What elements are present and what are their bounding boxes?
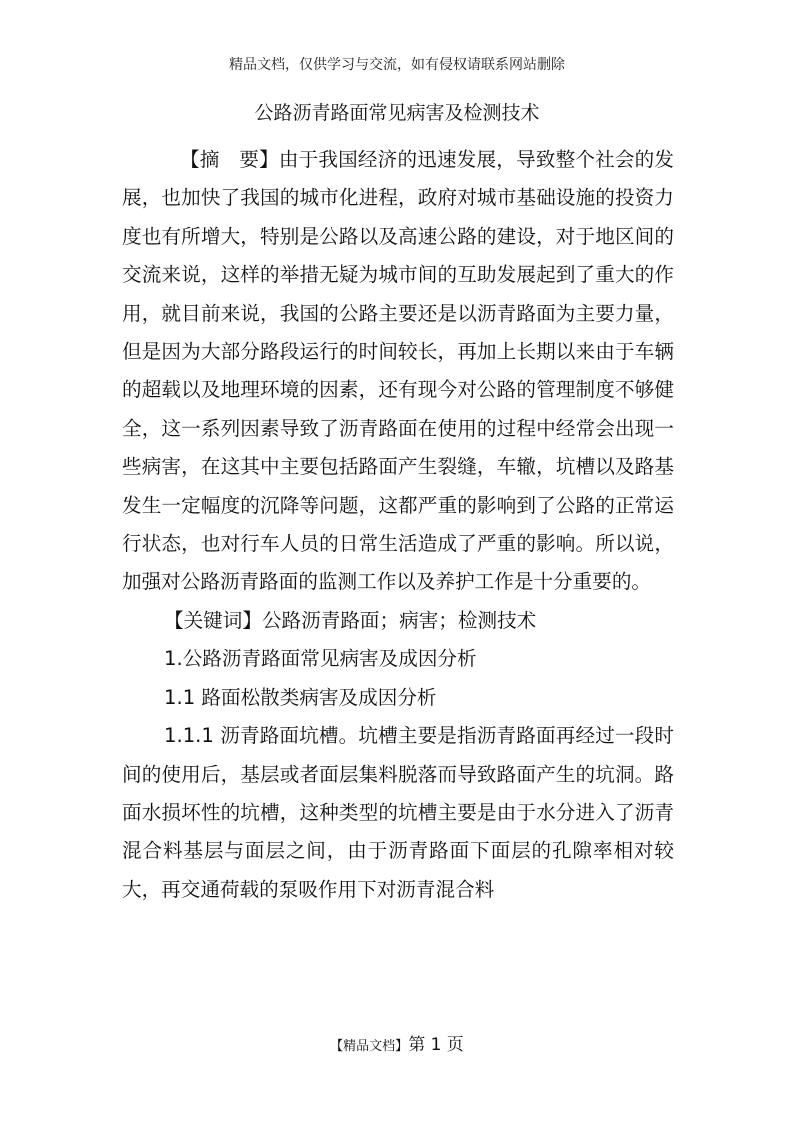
page-footer — [0, 1034, 794, 1058]
page-number: 第 1 页 — [408, 1035, 464, 1055]
abstract-label: 【摘 要】 — [180, 148, 279, 171]
abstract-text: 由于我国经济的迅速发展，导致整个社会的发展，也加快了我国的城市化进程，政府对城市基础设施的投资力度也有所增大，特别是公路以及高速公路的建设，对于地区间的交流来说，这样的举措无疑为城市间的互助发展起到了重大的作用，就目前来说，我国的公路主要还是以沥青路面为主要力量，但是因为大部分路段运行的时间较长，再加上长期以来由于车辆的超载以及地理环境的因素，还有现今对公路的管理制度不够健全，这一系列因素导致了沥青路面在使用的过程中经常会出现一些病害，在这其中主要包括路面产生裂缝，车辙，坑槽以及路基发生一定幅度的沉降等问题，这都严重的影响到了公路的正常运行状态，也对行车人员的日常生活造成了严重的影响。所以说，加强对公路沥青路面的监测工作以及养护工作是十分重要的。 — [122, 148, 675, 594]
footer-tag: 【精品文档】 — [330, 1039, 409, 1054]
document-body — [122, 141, 674, 909]
abstract-paragraph — [122, 141, 674, 602]
section-heading-1: 1.公路沥青路面常见病害及成因分析 — [164, 647, 477, 671]
paragraph-1-1-1: 1.1.1 沥青路面坑槽。坑槽主要是指沥青路面再经过一段时间的使用后，基层或者面层集料脱落而导致路面产生的坑洞。路面水损坏性的坑槽，这种类型的坑槽主要是由于水分进入了沥青混合料基层与面层之间，由于沥青路面下面层的孔隙率相对较大，再交通荷载的泵吸作用下对沥青混合料 — [122, 724, 674, 901]
page-header-watermark: 精品文档，仅供学习与交流，如有侵权请联系网站删除 — [229, 57, 565, 73]
section-heading-1-1: 1.1 路面松散类病害及成因分析 — [164, 685, 437, 709]
keywords-line: 【关键词】公路沥青路面；病害；检测技术 — [164, 608, 537, 632]
document-title: 公路沥青路面常见病害及检测技术 — [254, 102, 540, 124]
